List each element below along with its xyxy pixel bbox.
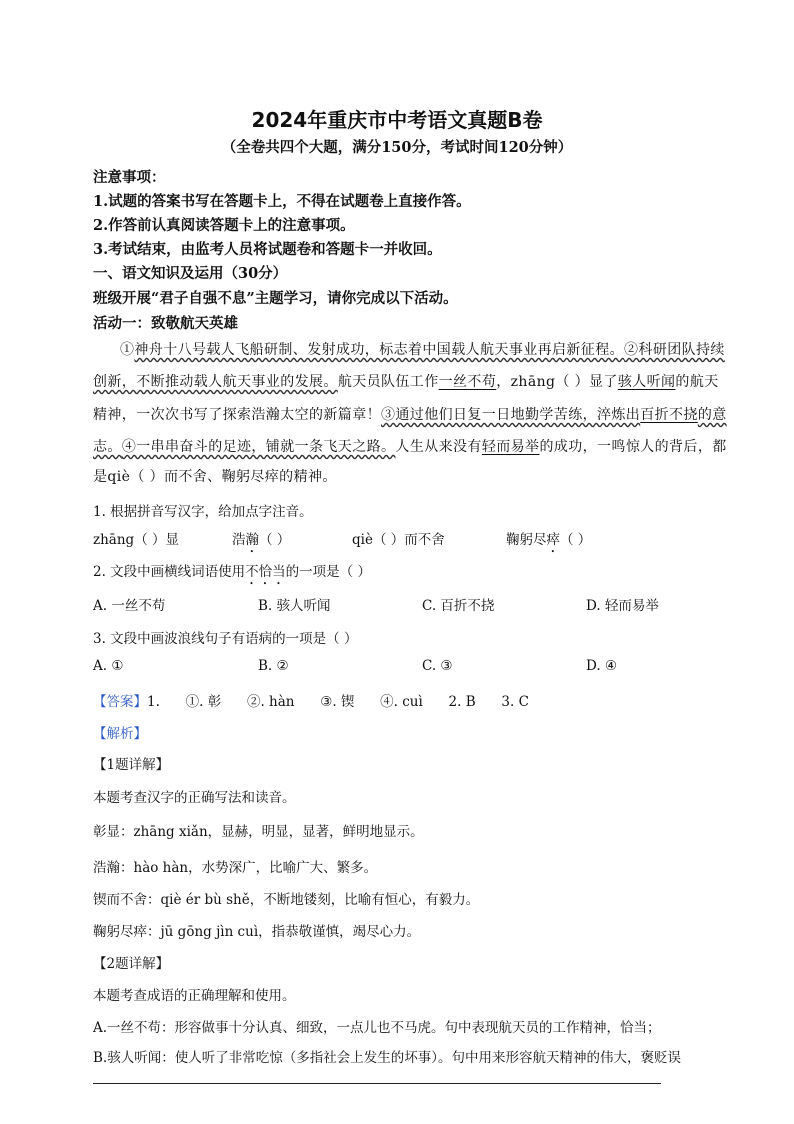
passage-line-1 [120,339,730,359]
detail-2-line-3: B.骇人听闻：使人听了非常吃惊（多指社会上发生的坏事）。句中用来形容航天精神的伟大，褒贬误 [93,1050,681,1066]
passage-text: 精神，一次次书写了探索浩瀚太空的新篇章！ [93,407,381,423]
note-item-2: 2.作答前认真阅读答题卡上的注意事项。 [93,217,355,234]
passage-text: ，zhāng（ ）显了 [496,374,618,390]
exam-title: 2024年重庆市中考语文真题B卷 [251,108,543,132]
question-1-stem: 1. 根据拼音写汉字，给加点字注音。 [93,504,313,520]
notes-heading: 注意事项： [93,169,166,186]
wavy-sentence-4: ④一串串奋斗的足迹，铺就一条飞天之路。 [121,439,396,455]
detail-1-line-2: 彰显：zhāng xiǎn，显赫，明显，显著，鲜明地显示。 [93,824,424,840]
q3-option-a: A. ① [93,658,124,674]
q1-dotted-char: 瀚 [245,532,259,548]
note-item-3: 3.考试结束，由监考人员将试题卷和答题卡一并收回。 [93,241,442,258]
underlined-idiom-c: 百折不挠 [640,407,698,423]
detail-1-line-3: 浩瀚：hào hàn，水势深广，比喻广大、繁多。 [93,860,378,876]
passage-line-2 [93,371,719,391]
answer-line [93,690,529,710]
detail-2-line-2: A.一丝不苟：形容做事十分认真、细致，一点儿也不马虎。句中表现航天员的工作精神，恰当； [93,1020,661,1036]
passage-text: 航天员队伍工作 [337,374,439,390]
question-3-stem: 3. 文段中画波浪线句子有语病的一项是（ ） [93,631,358,647]
detail-1-line-4: 锲而不舍：qiè ér bù shě，不断地镂刻，比喻有恒心，有毅力。 [93,892,480,908]
q2-option-a: A. 一丝不苟 [93,598,166,614]
exam-subtitle: （全卷共四个大题，满分150分，考试时间120分钟） [221,139,573,156]
section-intro: 班级开展“君子自强不息”主题学习，请你完成以下活动。 [93,290,458,307]
q2-option-b: B. 骇人听闻 [258,598,331,614]
q1-blank-cui [506,528,591,556]
detail-2-line-1: 本题考查成语的正确理解和使用。 [93,988,296,1004]
section-title: 一、语文知识及运用（30分） [93,265,288,282]
answer-label: 【答案】 [93,694,147,710]
q2-option-c: C. 百折不挠 [422,598,495,614]
wavy-sentence-2-end: 创新，不断推动载人航天事业的发展。 [93,374,338,390]
passage-line-4 [93,436,727,456]
detail-1-line-5: 鞠躬尽瘁：jū gōng jìn cuì，指恭敬谨慎，竭尽心力。 [93,924,421,940]
q3-option-b: B. ② [258,658,289,674]
passage-line-3 [93,404,727,424]
q1-blank: （ ） [560,532,592,548]
q1-blank-zhang: zhāng（ ）显 [93,532,179,548]
question-2-stem [93,560,371,588]
q2-stem-c: 的一项是（ ） [285,564,371,580]
underlined-idiom-b: 骇人听闻 [617,374,676,390]
q1-char: 浩 [232,532,246,548]
q1-blank-han [232,528,290,556]
passage-text: 的成功，一鸣惊人的背后，都 [539,439,727,455]
analysis-label: 【解析】 [93,726,147,742]
q1-dotted-char: 瘁 [546,532,560,548]
passage-text: 人生从来没有 [395,439,482,455]
answer-text: 1. ①. 彰 ②. hàn ③. 锲 ④. cuì 2. B 3. C [147,694,529,710]
underlined-idiom-a: 一丝不苟 [438,374,497,390]
q3-option-c: C. ③ [422,658,453,674]
q2-option-d: D. 轻而易举 [586,598,659,614]
note-item-1: 1.试题的答案书写在答题卡上，不得在试题卷上直接作答。 [93,193,471,210]
detail-2-heading: 【2题详解】 [93,956,170,972]
activity-title: 活动一：致敬航天英雄 [93,315,238,332]
passage-text: ① [120,342,135,358]
wavy-sentence-3-tail: 志。 [93,439,122,455]
q3-option-d: D. ④ [586,658,618,674]
passage-text: 的航天 [675,374,719,390]
wavy-sentence-1: 神舟十八号载人飞船研制、发射成功，标志着中国载人航天事业再启新征程。 [134,342,625,358]
wavy-sentence-3-end: 的意 [697,407,727,423]
footer-divider [93,1083,661,1084]
q1-blank-qie: qiè（ ）而不舍 [352,532,445,548]
underlined-idiom-d: 轻而易举 [481,439,540,455]
q2-stem-a: 2. 文段中画横线词语使用 [93,564,246,580]
wavy-sentence-3: ③通过他们日复一日地勤学苦练，淬炼出 [381,407,641,423]
passage-line-5: 是qiè（ ）而不舍、鞠躬尽瘁的精神。 [93,469,337,485]
q1-blank: （ ） [259,532,291,548]
q1-char: 鞠躬尽 [506,532,547,548]
detail-1-line-1: 本题考查汉字的正确写法和读音。 [93,790,296,806]
wavy-sentence-2-start: ②科研团队持续 [624,342,725,358]
q2-stem-emphasis: 不恰当 [245,564,286,580]
detail-1-heading: 【1题详解】 [93,757,170,773]
